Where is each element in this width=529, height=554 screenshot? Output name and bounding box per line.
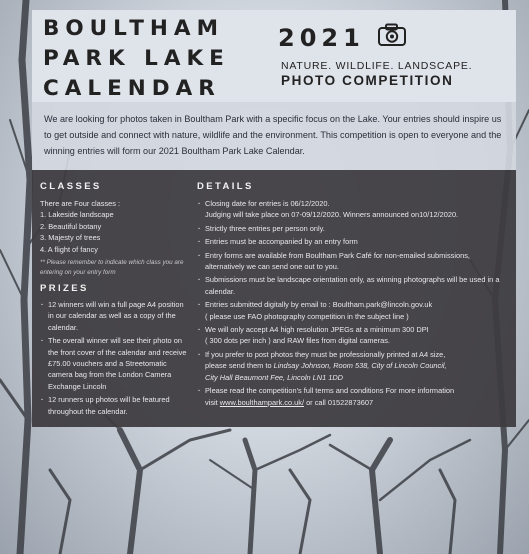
jpeg-sub: ( 300 dots per inch ) and RAW files from digital cameras. bbox=[205, 336, 390, 346]
classes-intro: There are Four classes : bbox=[40, 199, 121, 208]
header-banner bbox=[32, 10, 516, 102]
class-item: 4. A flight of fancy bbox=[40, 244, 98, 254]
details-item-jpeg bbox=[197, 324, 509, 347]
email-subject-note: ( please use FAO photography competition in the subject line ) bbox=[205, 311, 409, 321]
competition-title: PHOTO COMPETITION bbox=[281, 73, 454, 88]
class-item: 3. Majesty of trees bbox=[40, 233, 101, 243]
prizes-heading: PRIZES bbox=[40, 283, 89, 295]
closing-date: Closing date for entries is 06/12/2020. bbox=[205, 199, 330, 208]
prize-item: · The overall winner will see their photo on the front cover of the calendar and receive £75.00 vouchers and a Streetomatic camera bag from the London Camera Exchange Lincoln bbox=[40, 335, 190, 392]
title-line-1: BOULTHAM bbox=[43, 16, 224, 41]
details-item-terms bbox=[197, 385, 509, 408]
prizes-list bbox=[40, 299, 190, 417]
details-item-email bbox=[197, 299, 509, 322]
left-column bbox=[40, 181, 190, 419]
details-item-orientation: · Submissions must be landscape orientation only, as winning photographs will be used in a calendar. bbox=[197, 274, 509, 297]
email-line: Entries submitted digitally by email to : Boultham.park@lincoln.gov.uk bbox=[205, 300, 433, 310]
judging-date: Judging will take place on 07-09/12/2020. Winners announced on10/12/2020. bbox=[205, 210, 459, 220]
details-item-availability: · Entry forms are available from Boultham Park Café for non-emailed submissions, alternatively we can send one out to you. bbox=[197, 250, 509, 273]
post-address-2: City Hall Beaumont Fee, Lincoln LN1 1DD bbox=[205, 372, 344, 382]
classes-heading: CLASSES bbox=[40, 181, 102, 192]
jpeg-line: We will only accept A4 high resolution JPEGs at a minimum 300 DPI bbox=[205, 325, 429, 335]
title-line-3: CALENDAR bbox=[43, 76, 221, 101]
terms-line: Please read the competition's full terms and conditions For more information bbox=[205, 386, 455, 396]
tagline: NATURE. WILDLIFE. LANDSCAPE. bbox=[281, 60, 473, 72]
post-line: If you prefer to post photos they must be professionally printed at A4 size, bbox=[205, 349, 446, 359]
page-title bbox=[43, 14, 230, 104]
year-label: 2021 bbox=[278, 24, 365, 52]
class-item: 1. Lakeside landscape bbox=[40, 210, 114, 220]
right-column bbox=[197, 181, 509, 410]
prize-item: · 12 runners up photos will be featured throughout the calendar. bbox=[40, 394, 190, 417]
camera-icon bbox=[377, 23, 407, 52]
details-item-form: · Entries must be accompanied by an entry form bbox=[197, 236, 509, 247]
details-item-entries: · Strictly three entries per person only. bbox=[197, 223, 509, 234]
terms-suffix: or call 01522873607 bbox=[304, 397, 374, 407]
title-line-2: PARK LAKE bbox=[43, 46, 230, 71]
intro-paragraph: We are looking for photos taken in Boultham Park with a specific focus on the Lake. Your entries should inspire us to get outside and connect with nature, wildlife and the environment. This competition is open to everyone and the winning entries will form our 2021 Boultham Park Lake Calendar. bbox=[32, 102, 516, 170]
post-address-1: Lindsay Johnson, Room 538, City of Lincoln Council, bbox=[273, 361, 447, 371]
website-link[interactable]: www.boulthampark.co.uk/ bbox=[219, 397, 305, 407]
details-item-dates bbox=[197, 198, 509, 221]
prize-item: · 12 winners will win a full page A4 position in our calendar as well as a copy of the calendar. bbox=[40, 299, 190, 333]
class-item: 2. Beautiful botany bbox=[40, 221, 102, 231]
details-panel bbox=[32, 170, 516, 427]
post-prefix: please send them to bbox=[205, 361, 274, 371]
classes-note: ** Please remember to indicate which class you are entering on your entry form bbox=[40, 259, 184, 276]
details-item-post bbox=[197, 349, 509, 383]
details-list bbox=[197, 198, 509, 408]
terms-prefix: visit bbox=[205, 397, 220, 407]
details-heading: DETAILS bbox=[197, 181, 254, 192]
